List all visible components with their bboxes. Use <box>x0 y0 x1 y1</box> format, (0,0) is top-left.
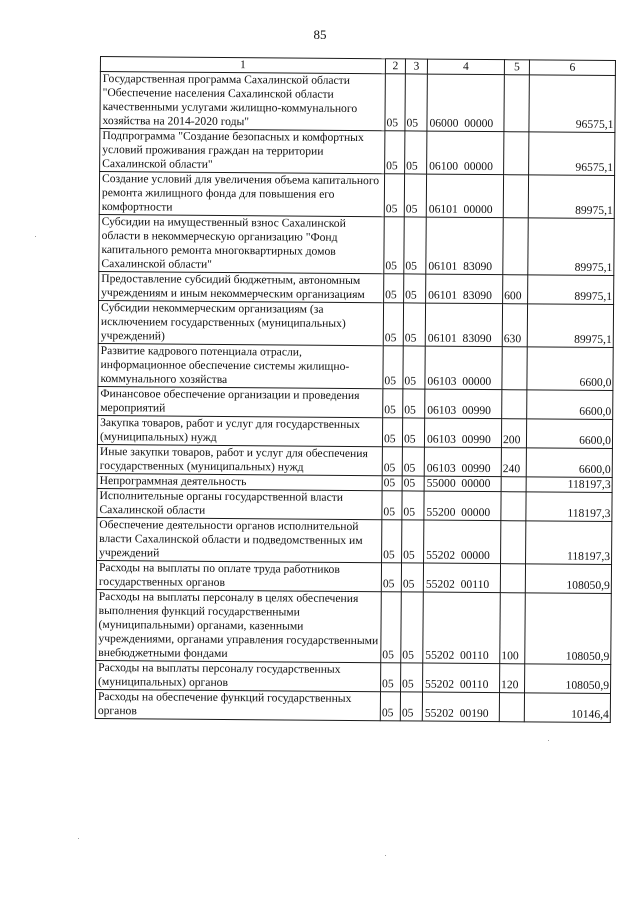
row-subsection: 05 <box>400 692 422 721</box>
row-subsection: 05 <box>404 174 426 217</box>
row-expense-type <box>504 132 529 175</box>
col-header-subsection: 3 <box>405 59 427 74</box>
row-subsection: 05 <box>401 592 424 663</box>
row-subsection: 05 <box>402 418 424 447</box>
scan-speck <box>548 740 549 741</box>
row-section: 05 <box>382 418 402 447</box>
row-section: 05 <box>382 491 402 520</box>
row-expense-type <box>501 492 526 521</box>
row-amount: 6600,0 <box>526 419 612 449</box>
row-name: Расходы на выплаты персоналу в целях обеспечения выполнения функций государственными (муниципальными) органами, казенными учреждениями, органами управления государственными внебюджетными фондами <box>96 589 382 662</box>
row-name: Государственная программа Сахалинской области "Обеспечение населения Сахалинской области качественными услугами жилищно-коммунального хозяйства на 2014-2020 годы" <box>100 72 385 131</box>
row-name: Развитие кадрового потенциала отрасли, информационное обеспечение системы жилищно-коммунального хозяйства <box>98 343 383 388</box>
row-target-article: 06103 00990 <box>424 447 501 477</box>
row-subsection: 05 <box>405 131 427 174</box>
scan-speck <box>78 838 79 839</box>
row-section: 05 <box>384 217 404 274</box>
row-name: Подпрограмма "Создание безопасных и комфортных условий проживания граждан на территории Сахалинской области" <box>100 129 385 174</box>
row-target-article: 55202 00110 <box>423 663 500 693</box>
row-subsection: 05 <box>404 274 426 303</box>
table-row <box>96 660 611 693</box>
table-row <box>97 517 612 564</box>
row-expense-type <box>503 218 528 275</box>
row-section: 05 <box>381 563 401 592</box>
table-row <box>99 172 614 219</box>
row-name: Обеспечение деятельности органов исполнительной власти Сахалинской области и подведомственных им учреждений <box>97 517 382 562</box>
row-target-article: 06101 83090 <box>426 217 503 275</box>
row-amount: 10146,4 <box>524 693 610 723</box>
row-expense-type: 600 <box>503 275 528 304</box>
row-amount: 118197,3 <box>526 521 612 565</box>
table-row <box>97 488 612 521</box>
row-name: Непрограммная деятельность <box>97 473 382 490</box>
row-name: Создание условий для увеличения объема капитального ремонта жилищного фонда для повышения его комфортности <box>99 172 384 217</box>
row-expense-type <box>502 390 527 419</box>
row-subsection: 05 <box>401 563 423 592</box>
row-target-article: 06101 83090 <box>425 303 502 347</box>
row-subsection: 05 <box>402 491 424 520</box>
table-row <box>100 72 615 133</box>
row-section: 05 <box>383 346 403 389</box>
row-amount: 118197,3 <box>526 492 612 522</box>
row-amount: 108050,9 <box>525 593 612 665</box>
row-amount: 89975,1 <box>528 175 614 219</box>
row-section: 05 <box>383 303 403 346</box>
row-name: Иные закупки товаров, работ и услуг для обеспечения государственных (муниципальных) нужд <box>97 444 382 475</box>
row-target-article: 55000 00000 <box>424 476 501 492</box>
table-row <box>95 689 610 722</box>
budget-table <box>95 56 616 723</box>
row-section: 05 <box>385 131 405 174</box>
row-target-article: 06103 00000 <box>425 346 502 390</box>
col-header-target-article: 4 <box>427 59 504 75</box>
row-expense-type: 200 <box>501 419 526 448</box>
row-target-article: 06103 00990 <box>424 418 501 448</box>
row-expense-type <box>504 75 529 132</box>
table-row <box>98 386 613 419</box>
row-amount: 6600,0 <box>527 347 613 391</box>
row-expense-type <box>499 693 524 722</box>
table-row <box>99 214 614 275</box>
table-row <box>99 271 614 304</box>
row-name: Закупка товаров, работ и услуг для государственных (муниципальных) нужд <box>97 415 382 446</box>
col-header-section: 2 <box>385 59 405 74</box>
row-name: Предоставление субсидий бюджетным, автономным учреждениям и иным некоммерческим организациям <box>99 271 384 302</box>
row-amount: 89975,1 <box>528 218 614 276</box>
table-row <box>98 343 613 390</box>
row-name: Исполнительные органы государственной власти Сахалинской области <box>97 488 382 519</box>
row-expense-type: 100 <box>500 593 526 664</box>
row-section: 05 <box>383 389 403 418</box>
row-name: Расходы на обеспечение функций государственных органов <box>95 689 380 720</box>
row-expense-type: 630 <box>502 304 527 347</box>
row-name: Субсидии на имущественный взнос Сахалинской области в некоммерческую организацию "Фонд капитального ремонта многоквартирных домов Сахалинской области" <box>99 214 384 273</box>
table-row <box>96 589 612 664</box>
row-expense-type <box>501 521 526 564</box>
row-name: Субсидии некоммерческим организациям (за исключением государственных (муниципальных) учреждений) <box>98 300 383 345</box>
table-row <box>98 300 613 347</box>
row-section: 05 <box>381 592 402 663</box>
row-expense-type <box>501 477 526 492</box>
row-section: 05 <box>384 274 404 303</box>
scan-speck <box>35 236 36 237</box>
row-subsection: 05 <box>405 74 427 131</box>
row-amount: 96575,1 <box>529 132 615 176</box>
row-expense-type <box>503 175 528 218</box>
row-amount: 89975,1 <box>527 304 613 348</box>
col-header-name: 1 <box>100 57 385 74</box>
row-name: Расходы на выплаты по оплате труда работников государственных органов <box>96 560 381 591</box>
table-row <box>97 444 612 477</box>
row-section: 05 <box>380 692 400 721</box>
row-expense-type <box>502 347 527 390</box>
row-subsection: 05 <box>402 447 424 476</box>
row-expense-type: 120 <box>500 664 525 693</box>
row-amount: 6600,0 <box>527 390 613 420</box>
table-row <box>100 129 615 176</box>
row-subsection: 05 <box>403 346 425 389</box>
row-amount: 118197,3 <box>526 477 612 493</box>
row-target-article: 55202 00190 <box>422 692 499 722</box>
row-subsection: 05 <box>403 303 425 346</box>
row-target-article: 06101 00000 <box>426 174 503 218</box>
col-header-expense-type: 5 <box>504 60 529 75</box>
row-subsection: 05 <box>402 476 424 491</box>
row-target-article: 06101 83090 <box>426 274 503 304</box>
table-row <box>97 415 612 448</box>
row-target-article: 55202 00110 <box>423 592 501 664</box>
col-header-amount: 6 <box>529 60 615 76</box>
row-name: Расходы на выплаты персоналу государственных (муниципальных) органов <box>96 660 381 691</box>
row-amount: 96575,1 <box>529 75 615 133</box>
row-amount: 6600,0 <box>526 448 612 478</box>
row-section: 05 <box>382 520 402 563</box>
row-amount: 89975,1 <box>528 275 614 305</box>
scan-speck <box>385 855 386 856</box>
row-subsection: 05 <box>402 520 424 563</box>
row-section: 05 <box>382 447 402 476</box>
row-name: Финансовое обеспечение организации и проведения мероприятий <box>98 386 383 417</box>
row-target-article: 06000 00000 <box>427 74 504 132</box>
row-section: 05 <box>385 74 405 131</box>
row-subsection: 05 <box>403 389 425 418</box>
row-amount: 108050,9 <box>525 664 611 694</box>
row-target-article: 06100 00000 <box>427 131 504 175</box>
row-amount: 108050,9 <box>525 564 611 594</box>
row-target-article: 55202 00000 <box>424 520 501 564</box>
row-section: 05 <box>381 663 401 692</box>
row-subsection: 05 <box>401 663 423 692</box>
row-target-article: 55200 00000 <box>424 491 501 521</box>
row-expense-type <box>500 564 525 593</box>
page-number: 85 <box>313 27 327 42</box>
row-section: 05 <box>382 476 402 491</box>
row-target-article: 06103 00990 <box>425 389 502 419</box>
row-expense-type: 240 <box>501 448 526 477</box>
row-section: 05 <box>384 174 404 217</box>
row-subsection: 05 <box>404 217 426 274</box>
row-target-article: 55202 00110 <box>423 563 500 593</box>
table-row <box>96 560 611 593</box>
